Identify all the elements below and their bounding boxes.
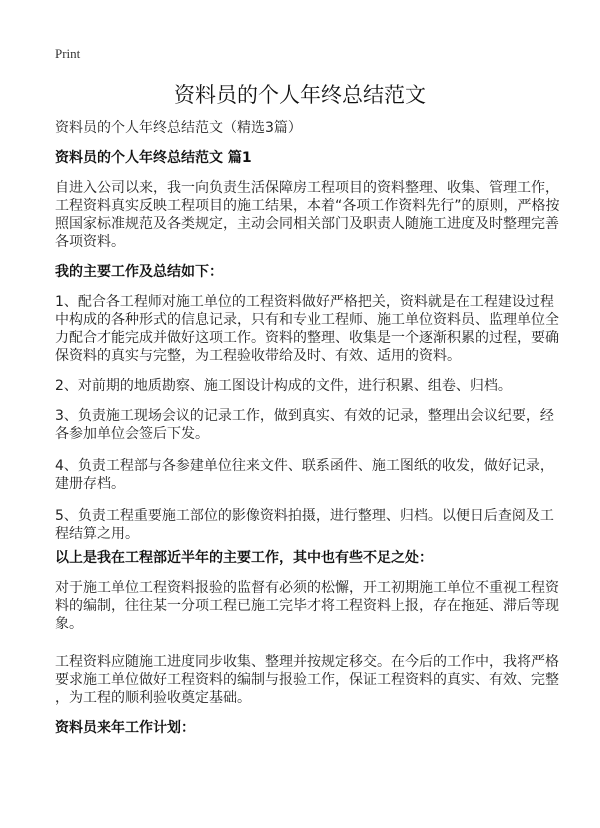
work-heading: 我的主要工作及总结如下： bbox=[55, 264, 223, 280]
text-line: ，为工程的顺利验收奠定基础。 bbox=[55, 690, 251, 706]
text-line: 各项资料。 bbox=[55, 234, 125, 250]
text-line: 各参加单位会签后下发。 bbox=[55, 426, 209, 442]
text-line: 保资料的真实与完整，为工程验收带给及时、有效、适用的资料。 bbox=[55, 348, 461, 364]
plan-heading: 资料员来年工作计划： bbox=[55, 720, 195, 736]
text-line: 工程资料应随施工进度同步收集、整理并按规定移交。在今后的工作中，我将严格 bbox=[55, 654, 559, 670]
text-line: 照国家标准规范及各类规定，主动会同相关部门及职责人随施工进度及时整理完善 bbox=[55, 216, 559, 232]
text-line: 程结算之用。 bbox=[55, 526, 139, 542]
text-line: 1、配合各工程师对施工单位的工程资料做好严格把关，资料就是在工程建设过程 bbox=[55, 294, 554, 310]
list-item bbox=[55, 507, 575, 543]
text-line: 工程资料真实反映工程项目的施工结果，本着“各项工作资料先行”的原则，严格按 bbox=[55, 198, 560, 214]
paragraph bbox=[55, 653, 575, 707]
print-link[interactable]: Print bbox=[55, 46, 81, 61]
document-body bbox=[55, 119, 575, 749]
text-line: 2、对前期的地质勘察、施工图设计构成的文件，进行积累、组卷、归档。 bbox=[55, 378, 512, 394]
subtitle: 资料员的个人年终总结范文（精选3篇） bbox=[55, 120, 302, 136]
text-line: 料的编制，往往某一分项工程已施工完毕才将工程资料上报，存在拖延、滞后等现 bbox=[55, 598, 559, 614]
text-line: 象。 bbox=[55, 616, 83, 632]
shortcoming-heading: 以上是我在工程部近半年的主要工作，其中也有些不足之处： bbox=[55, 550, 433, 566]
list-item bbox=[55, 377, 575, 395]
text-line: 自进入公司以来，我一向负责生活保障房工程项目的资料整理、收集、管理工作， bbox=[55, 180, 559, 196]
text-line: 3、负责施工现场会议的记录工作，做到真实、有效的记录，整理出会议纪要，经 bbox=[55, 408, 554, 424]
list-item bbox=[55, 407, 575, 443]
list-item bbox=[55, 457, 575, 493]
page-title: 资料员的个人年终总结范文 bbox=[174, 83, 426, 107]
text-line: 建册存档。 bbox=[55, 476, 125, 492]
text-line: 中构成的各种形式的信息记录，只有和专业工程师、施工单位资料员、监理单位全 bbox=[55, 312, 559, 328]
paragraph bbox=[55, 579, 575, 633]
text-line: 力配合才能完成并做好这项工作。资料的整理、收集是一个逐渐积累的过程，要确 bbox=[55, 330, 559, 346]
text-line: 对于施工单位工程资料报验的监督有必须的松懈，开工初期施工单位不重视工程资 bbox=[55, 580, 559, 596]
text-line: 5、负责工程重要施工部位的影像资料拍摄，进行整理、归档。以便日后查阅及工 bbox=[55, 508, 554, 524]
list-item bbox=[55, 293, 575, 365]
text-line: 要求施工单位做好工程资料的编制与报验工作，保证工程资料的真实、有效、完整 bbox=[55, 672, 559, 688]
intro-paragraph bbox=[55, 179, 575, 251]
text-line: 4、负责工程部与各参建单位往来文件、联系函件、施工图纸的收发，做好记录， bbox=[55, 458, 554, 474]
section-heading: 资料员的个人年终总结范文 篇1 bbox=[55, 150, 252, 166]
